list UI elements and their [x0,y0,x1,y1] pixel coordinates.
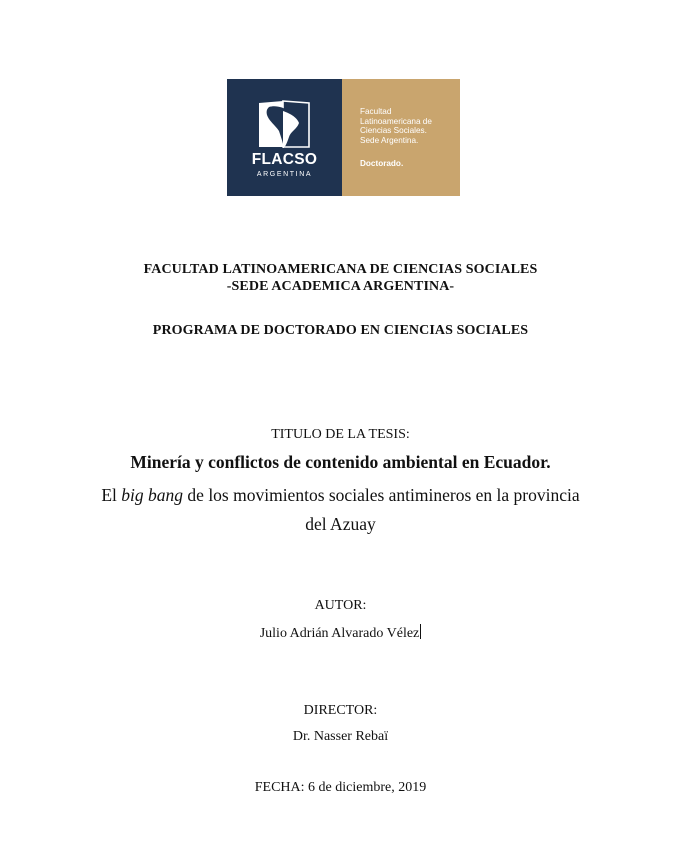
institution-seat: -SEDE ACADEMICA ARGENTINA- [226,279,455,294]
thesis-subtitle-prefix: El [101,485,122,505]
institution-name: FACULTAD LATINOAMERICANA DE CIENCIAS SOCIALES [143,262,538,277]
logo-tagline-line: Latinoamericana de [360,116,432,126]
thesis-subtitle-rest: de los movimientos sociales antimineros en la provincia [183,485,580,505]
logo-tagline-line: Sede Argentina. [360,135,419,145]
logo-navy-panel [227,79,342,196]
logo-tagline [360,107,456,145]
thesis-label: TITULO DE LA TESIS: [271,427,410,442]
logo-wordmark: FLACSO [251,151,318,168]
text-cursor [420,624,421,639]
flacso-logo [227,79,460,196]
thesis-subtitle-italic: big bang [121,485,184,505]
author-name: Julio Adrián Alvarado Vélez [259,626,420,641]
date-line: FECHA: 6 de diciembre, 2019 [254,780,427,795]
author-label: AUTOR: [314,598,367,613]
director-name: Dr. Nasser Rebaï [292,729,389,744]
logo-program: Doctorado. [360,159,404,168]
director-label: DIRECTOR: [303,703,378,718]
author-name-line [0,624,681,642]
thesis-subtitle-line2: del Azuay [305,514,376,534]
logo-tagline-line: Ciencias Sociales. [360,126,427,136]
program-title: PROGRAMA DE DOCTORADO EN CIENCIAS SOCIALES [152,323,529,338]
south-america-map-icon [257,99,311,149]
thesis-subtitle [0,481,681,509]
logo-gold-panel [342,79,460,196]
logo-tagline-line: Facultad [360,107,392,116]
logo-country: ARGENTINA [256,171,313,178]
thesis-title: Minería y conflictos de contenido ambiental en Ecuador. [130,452,551,472]
